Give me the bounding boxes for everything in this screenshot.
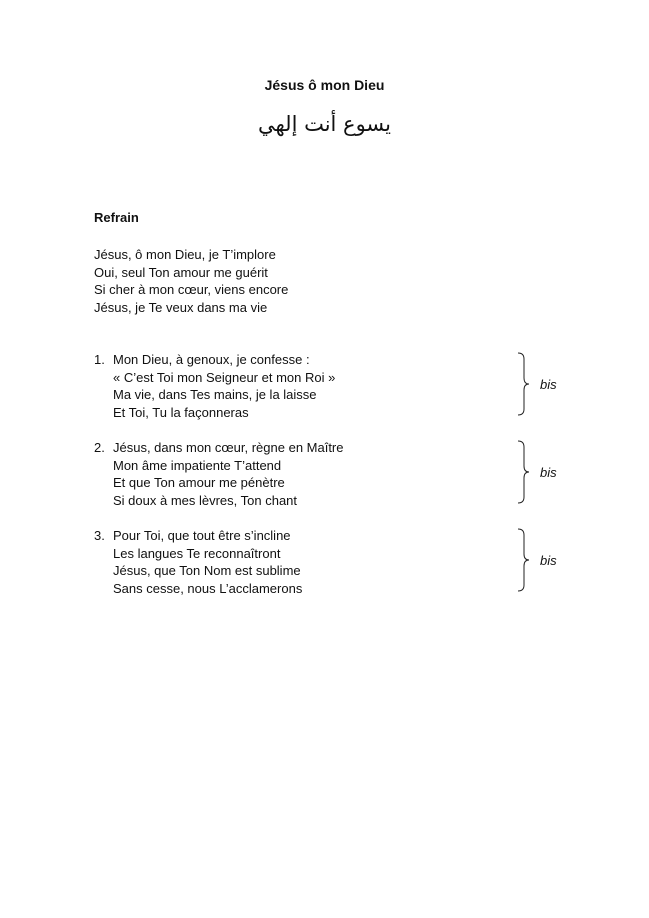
refrain-line: Oui, seul Ton amour me guérit [94, 264, 268, 280]
verse-line: Et Toi, Tu la façonneras [113, 404, 249, 420]
refrain-block [94, 246, 288, 316]
repeat-brace [514, 527, 534, 593]
verse-line: Mon âme impatiente T’attend [113, 457, 282, 473]
repeat-brace [514, 439, 534, 505]
verse-lines [113, 351, 494, 421]
verse-line: Mon Dieu, à genoux, je confesse : [113, 352, 310, 367]
verse-lines [113, 527, 494, 597]
verse-line: Jésus, que Ton Nom est sublime [113, 563, 301, 579]
verse-2 [94, 439, 557, 509]
verse-line: Ma vie, dans Tes mains, je la laisse [113, 387, 317, 403]
song-subtitle-arabic: يسوع أنت إلهي [257, 112, 392, 136]
verse-line: Jésus, dans mon cœur, règne en Maître [113, 440, 344, 455]
bis-marker: bis [540, 465, 557, 480]
verse-line: Si doux à mes lèvres, Ton chant [113, 492, 298, 508]
verse-line: Pour Toi, que tout être s’incline [113, 528, 291, 543]
bis-marker: bis [540, 377, 557, 392]
verse-number: 3. [94, 528, 105, 543]
song-title: Jésus ô mon Dieu [264, 77, 385, 93]
refrain-line: Jésus, je Te veux dans ma vie [94, 299, 268, 315]
refrain-line: Si cher à mon cœur, viens encore [94, 282, 289, 298]
verse-number: 2. [94, 440, 105, 455]
verse-line: Et que Ton amour me pénètre [113, 475, 285, 491]
bis-marker: bis [540, 553, 557, 568]
verse-1 [94, 351, 557, 421]
repeat-brace [514, 351, 534, 417]
verse-line: Sans cesse, nous L’acclamerons [113, 580, 303, 596]
refrain-heading: Refrain [94, 210, 139, 225]
verse-lines [113, 439, 494, 509]
refrain-line: Jésus, ô mon Dieu, je T’implore [94, 247, 276, 262]
verse-3 [94, 527, 557, 597]
verse-line: « C’est Toi mon Seigneur et mon Roi » [113, 369, 336, 385]
verse-number: 1. [94, 352, 105, 367]
verse-line: Les langues Te reconnaîtront [113, 545, 281, 561]
